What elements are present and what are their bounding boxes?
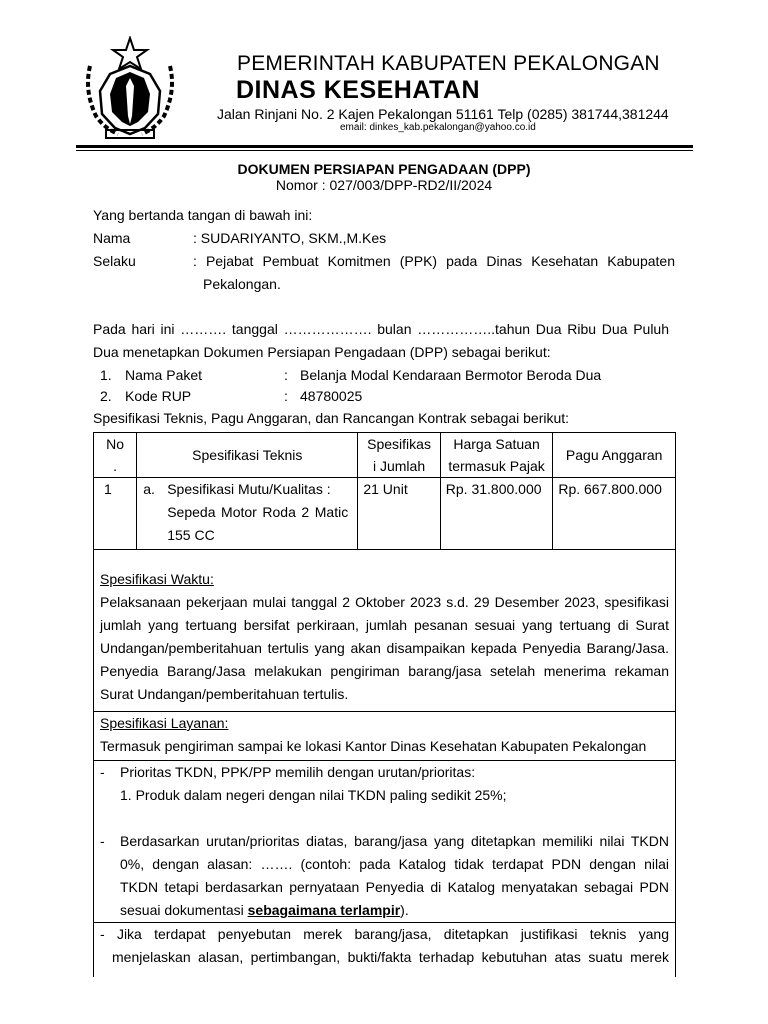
nama-value: : SUDARIYANTO, SKM.,M.Kes bbox=[193, 230, 387, 246]
row-spec-text bbox=[167, 478, 348, 547]
header-no-line2: . bbox=[113, 458, 118, 474]
statement-line2: Dua menetapkan Dokumen Persiapan Pengadaan (DPP) sebagai berikut: bbox=[93, 344, 551, 360]
row-spec-item bbox=[143, 478, 357, 547]
header-no-line1: No bbox=[106, 436, 125, 452]
row-spec-line3: 155 CC bbox=[167, 527, 215, 543]
item-label: Kode RUP bbox=[125, 388, 192, 404]
header-address: Jalan Rinjani No. 2 Kajen Pekalongan 51161 Telp (0285) 381744,381244 bbox=[217, 106, 669, 122]
tkdn-dash: - bbox=[100, 764, 105, 780]
header-government-name: PEMERINTAH KABUPATEN PEKALONGAN bbox=[237, 52, 660, 75]
spec-intro: Spesifikasi Teknis, Pagu Anggaran, dan Rancangan Kontrak sebagai berikut: bbox=[93, 410, 570, 426]
spesifikasi-layanan-heading: Spesifikasi Layanan: bbox=[100, 715, 229, 731]
header-jumlah-line1: Spesifikas bbox=[367, 436, 431, 452]
selaku-value-line2: Pekalongan. bbox=[203, 276, 281, 292]
spesifikasi-waktu-cell bbox=[94, 550, 676, 712]
tkdn-point-1 bbox=[100, 761, 669, 807]
tkdn-p2-line: Berdasarkan urutan/prioritas diatas, barang/jasa yang ditetapkan memiliki nilai TKDN bbox=[120, 833, 669, 849]
header-harga bbox=[440, 433, 553, 478]
item-value-kode-rup: 48780025 bbox=[300, 388, 363, 404]
kabupaten-pekalongan-emblem-icon bbox=[80, 36, 180, 140]
tkdn-p2-line: TKDN tetapi berdasarkan pernyataan Penyedia di Katalog menyatakan sebagai PDN bbox=[120, 879, 669, 895]
item-number: 2. bbox=[100, 388, 112, 404]
item-number: 1. bbox=[100, 367, 112, 383]
spesifikasi-waktu-row bbox=[94, 550, 676, 712]
item-label: Nama Paket bbox=[125, 367, 203, 383]
tkdn-cell bbox=[94, 761, 676, 923]
header-agency-name: DINAS KESEHATAN bbox=[236, 76, 481, 104]
merek-line1: - Jika terdapat penyebutan merek barang/jasa, ditetapkan justifikasi teknis yang bbox=[100, 926, 669, 942]
nama-label: Nama bbox=[93, 230, 131, 246]
tkdn-p2-line: 0%, dengan alasan: ……. (contoh: pada Katalog tidak terdapat PDN dengan nilai bbox=[120, 856, 669, 872]
intro-opening: Yang bertanda tangan di bawah ini: bbox=[93, 207, 313, 223]
table-row bbox=[94, 478, 676, 550]
tkdn-p2-last-bold: sebagaimana terlampir bbox=[247, 902, 401, 918]
row-harga: Rp. 31.800.000 bbox=[440, 478, 553, 550]
tkdn-spacer bbox=[100, 807, 669, 830]
tkdn-p2-last-suffix: ). bbox=[400, 902, 409, 918]
spesifikasi-waktu-line: Undangan/pemberitahuan tertulis yang akan disampaikan kepada Penyedia Barang/Jasa. bbox=[100, 640, 669, 656]
header-email: email: dinkes_kab.pekalongan@yahoo.co.id bbox=[340, 122, 536, 133]
spesifikasi-waktu-line: jumlah yang tertuang bersifat perkiraan, jumlah pesanan sesuai yang tertuang di Surat bbox=[100, 617, 669, 633]
spesifikasi-layanan-row bbox=[94, 712, 676, 761]
spesifikasi-waktu-line: Penyedia Barang/Jasa melakukan pengiriman barang/jasa setelah menerima rekaman bbox=[100, 663, 669, 679]
merek-cell bbox=[94, 923, 676, 978]
header-divider-thick bbox=[76, 145, 693, 148]
header-no bbox=[94, 433, 137, 478]
header-spec: Spesifikasi Teknis bbox=[137, 433, 358, 478]
header-jumlah-line2: i Jumlah bbox=[372, 458, 426, 474]
tkdn-p2-last-line bbox=[120, 899, 669, 922]
tkdn-point-2 bbox=[100, 830, 669, 922]
header-jumlah bbox=[358, 433, 440, 478]
tkdn-row bbox=[94, 761, 676, 923]
tkdn-point-1-body bbox=[120, 761, 669, 807]
document-title: DOKUMEN PERSIAPAN PENGADAAN (DPP) bbox=[237, 161, 531, 177]
header-harga-line2: termasuk Pajak bbox=[448, 458, 545, 474]
selaku-value-line1: : Pejabat Pembuat Komitmen (PPK) pada Dinas Kesehatan Kabupaten bbox=[193, 253, 675, 269]
row-jumlah: 21 Unit bbox=[358, 478, 440, 550]
tkdn-dash: - bbox=[100, 833, 105, 849]
header-divider-thin bbox=[76, 150, 693, 151]
row-no: 1 bbox=[94, 478, 137, 550]
item-separator: : bbox=[284, 367, 288, 383]
spesifikasi-layanan-text: Termasuk pengiriman sampai ke lokasi Kantor Dinas Kesehatan Kabupaten Pekalongan bbox=[100, 738, 647, 754]
selaku-label: Selaku bbox=[93, 253, 136, 269]
row-spec bbox=[137, 478, 358, 550]
statement-line1: Pada hari ini ………. tanggal ………………. bulan ……………..tahun Dua Ribu Dua Puluh bbox=[93, 321, 669, 337]
row-spec-sub: a. bbox=[143, 481, 155, 497]
header-harga-line1: Harga Satuan bbox=[453, 436, 540, 452]
tkdn-line1: Prioritas TKDN, PPK/PP memilih dengan urutan/prioritas: bbox=[120, 764, 476, 780]
spesifikasi-waktu-line: Pelaksanaan pekerjaan mulai tanggal 2 Oktober 2023 s.d. 29 Desember 2023, spesifikasi bbox=[100, 594, 669, 610]
spesifikasi-layanan-cell bbox=[94, 712, 676, 761]
item-separator: : bbox=[284, 388, 288, 404]
tkdn-p2-last-prefix: sesuai dokumentasi bbox=[120, 902, 248, 918]
spesifikasi-waktu-line: Surat Undangan/pemberitahuan tertulis. bbox=[100, 686, 349, 702]
tkdn-line2: 1. Produk dalam negeri dengan nilai TKDN paling sedikit 25%; bbox=[120, 787, 507, 803]
row-spec-line2: Sepeda Motor Roda 2 Matic bbox=[167, 504, 349, 520]
row-pagu: Rp. 667.800.000 bbox=[553, 478, 676, 550]
item-value-nama-paket: Belanja Modal Kendaraan Bermotor Beroda Dua bbox=[300, 367, 602, 383]
row-spec-line1: Spesifikasi Mutu/Kualitas : bbox=[167, 481, 331, 497]
header-pagu: Pagu Anggaran bbox=[553, 433, 676, 478]
table-header-row bbox=[94, 433, 676, 478]
merek-row bbox=[94, 923, 676, 978]
spesifikasi-waktu-heading: Spesifikasi Waktu: bbox=[100, 571, 214, 587]
spec-table bbox=[93, 432, 676, 977]
merek-line2: menjelaskan alasan, pertimbangan, bukti/fakta terhadap kebutuhan atas suatu merek bbox=[112, 949, 669, 965]
document-number: Nomor : 027/003/DPP-RD2/II/2024 bbox=[275, 177, 493, 193]
tkdn-point-2-body bbox=[120, 830, 669, 922]
